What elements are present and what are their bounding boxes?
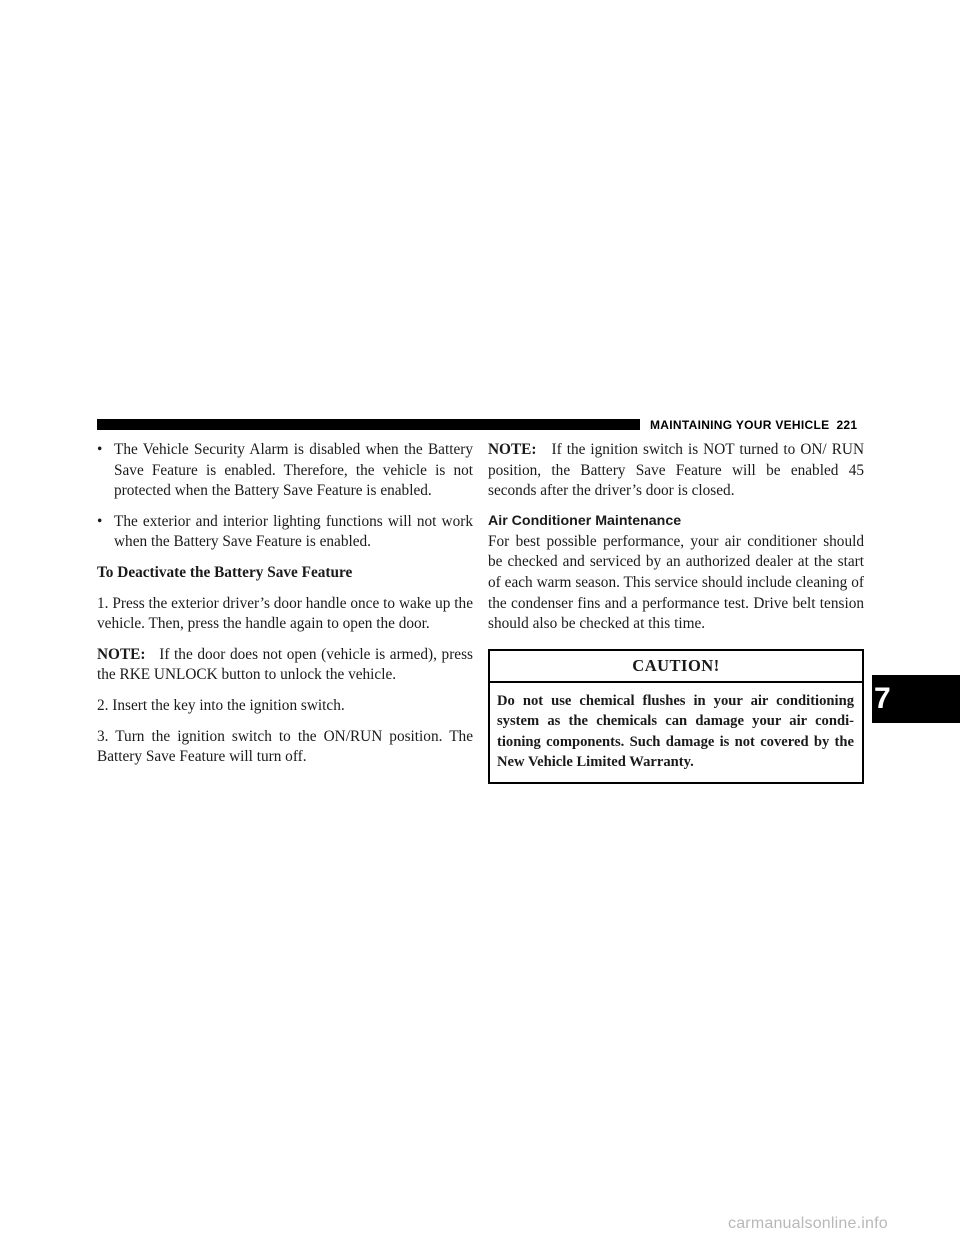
bullet-item xyxy=(97,512,473,553)
bullet-icon: • xyxy=(97,512,103,530)
body-paragraph: For best possible performance, your air conditioner should be checked and serviced by an authorized dealer at the start of each warm season. This service should include cleaning of the condenser fins and a performance test. Drive belt tension should also be checked at this time. xyxy=(488,532,864,633)
step-1: 1. Press the exterior driver’s door handle once to wake up the vehicle. Then, press the handle again to open the door. xyxy=(97,594,473,633)
header-rule xyxy=(97,419,640,430)
bullet-text: The exterior and interior lighting functions will not work when the Battery Save Feature is enabled. xyxy=(114,512,473,551)
note xyxy=(488,440,864,502)
bullet-item xyxy=(97,440,473,502)
step-3: 3. Turn the ignition switch to the ON/RUN position. The Battery Save Feature will turn off. xyxy=(97,727,473,766)
note-text: If the ignition switch is NOT turned to ON/ RUN position, the Battery Save Feature will be enabled 45 seconds after the driver’s door is closed. xyxy=(488,441,864,500)
note-label: NOTE: xyxy=(97,645,146,663)
right-column xyxy=(488,440,864,784)
page-number: 221 xyxy=(836,418,858,432)
bullet-icon: • xyxy=(97,441,103,458)
watermark: carmanualsonline.info xyxy=(728,1215,888,1232)
note-label: NOTE: xyxy=(488,441,537,458)
note-text: If the door does not open (vehicle is armed), press the RKE UNLOCK button to unlock the vehicle. xyxy=(97,645,473,684)
step-2: 2. Insert the key into the ignition switch. xyxy=(97,696,345,714)
left-column xyxy=(97,440,473,778)
caution-text: Do not use chemical flushes in your air conditioning system as the chemicals can damage your air condi- tioning components. Such damage is not covered by the New Vehicle Limited Warranty. xyxy=(497,692,854,770)
page-header xyxy=(650,418,857,432)
subheading: To Deactivate the Battery Save Feature xyxy=(97,563,353,581)
caution-box xyxy=(488,649,864,785)
section-title: MAINTAINING YOUR VEHICLE xyxy=(650,418,830,432)
caution-title: CAUTION! xyxy=(490,651,862,683)
chapter-tab: 7 xyxy=(872,675,960,723)
section-heading: Air Conditioner Maintenance xyxy=(488,512,682,529)
note xyxy=(97,645,473,686)
bullet-text: The Vehicle Security Alarm is disabled when the Battery Save Feature is enabled. Therefore, the vehicle is not protected when the Battery Save Feature is enabled. xyxy=(114,441,473,500)
